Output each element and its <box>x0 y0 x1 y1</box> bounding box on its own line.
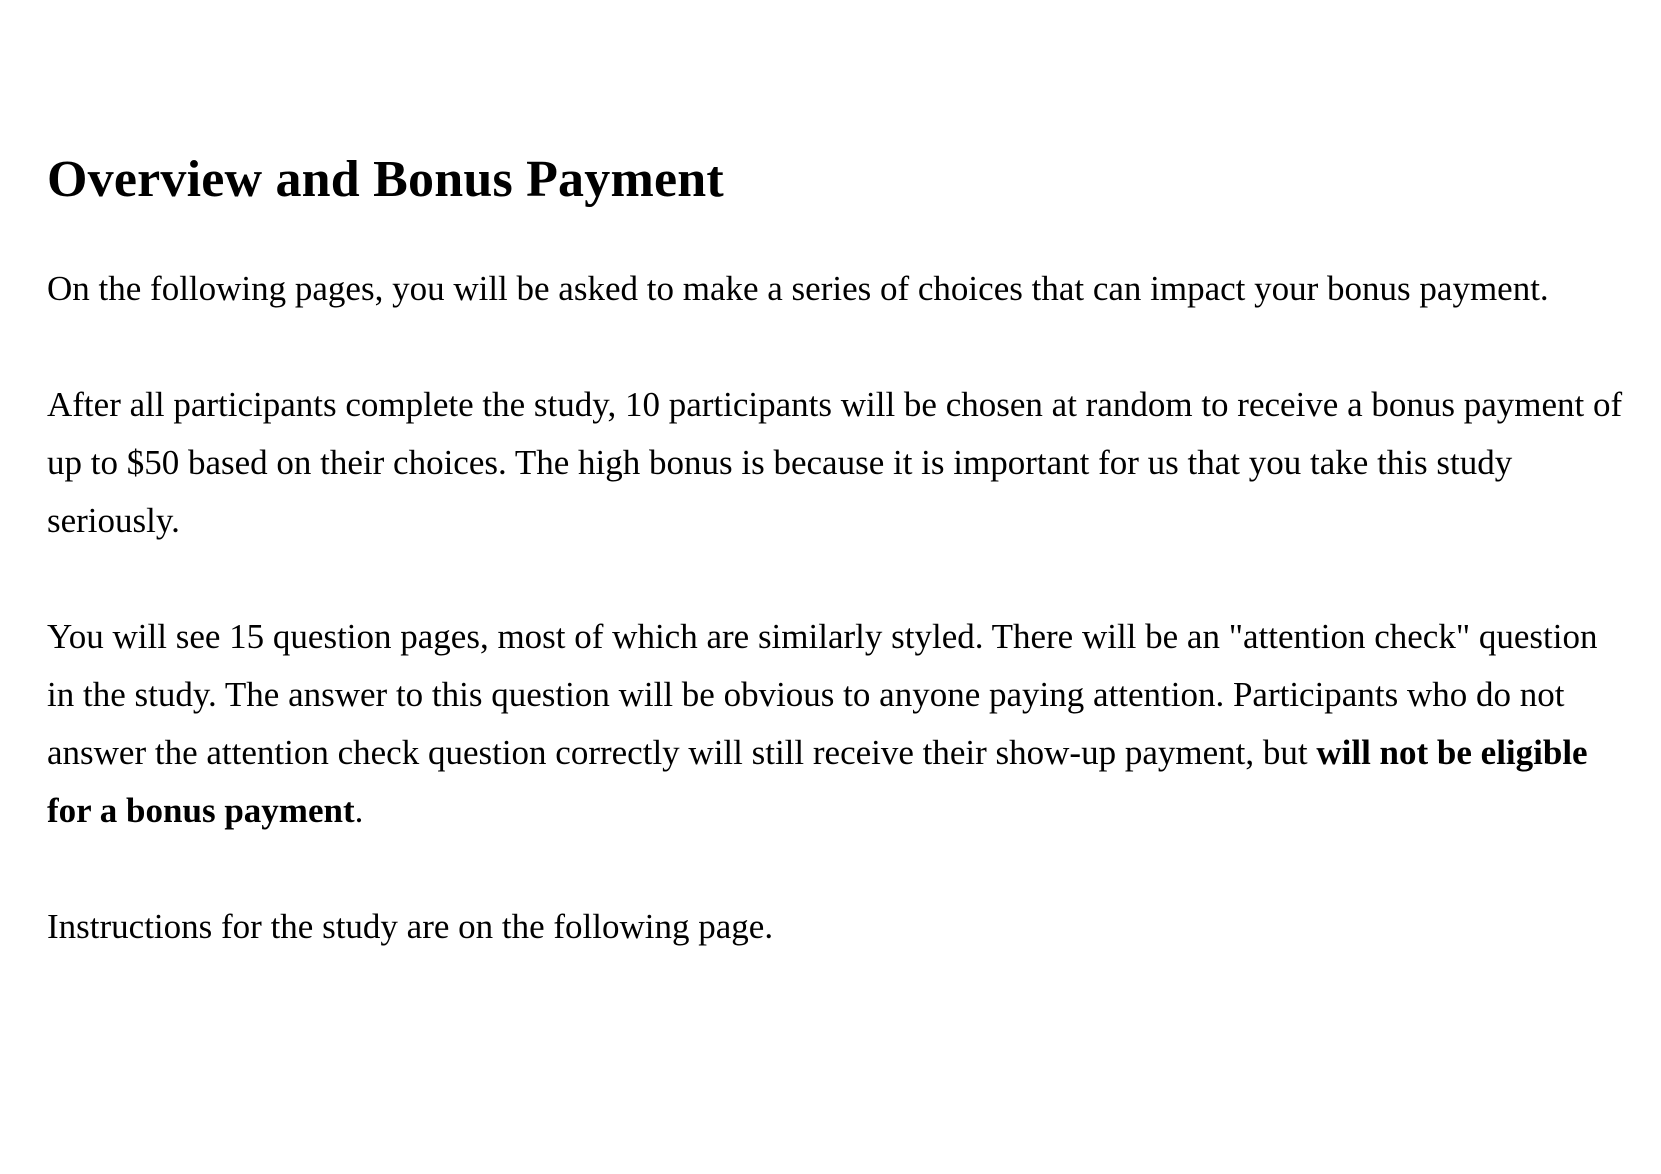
paragraph-next-page: Instructions for the study are on the following page. <box>47 907 774 946</box>
bonus-ineligibility-emphasis: will not be eligible for a bonus payment <box>47 733 1588 830</box>
attention-check-text: You will see 15 question pages, most of which are similarly styled. There will be an "attention check" question in the study. The answer to this question will be obvious to anyone paying attention. Participants who do not answer the attention check question correctly will still receive their show-up payment, but <box>47 617 1598 772</box>
paragraph-attention-check <box>47 608 1627 840</box>
instructions-page <box>47 148 1627 1014</box>
attention-check-end: . <box>354 791 364 830</box>
page-title: Overview and Bonus Payment <box>47 151 724 208</box>
paragraph-overview: On the following pages, you will be asked to make a series of choices that can impact your bonus payment. <box>47 269 1549 308</box>
paragraph-bonus-details: After all participants complete the study, 10 participants will be chosen at random to receive a bonus payment of up to $50 based on their choices. The high bonus is because it is important for us that you take this study seriously. <box>47 385 1623 540</box>
